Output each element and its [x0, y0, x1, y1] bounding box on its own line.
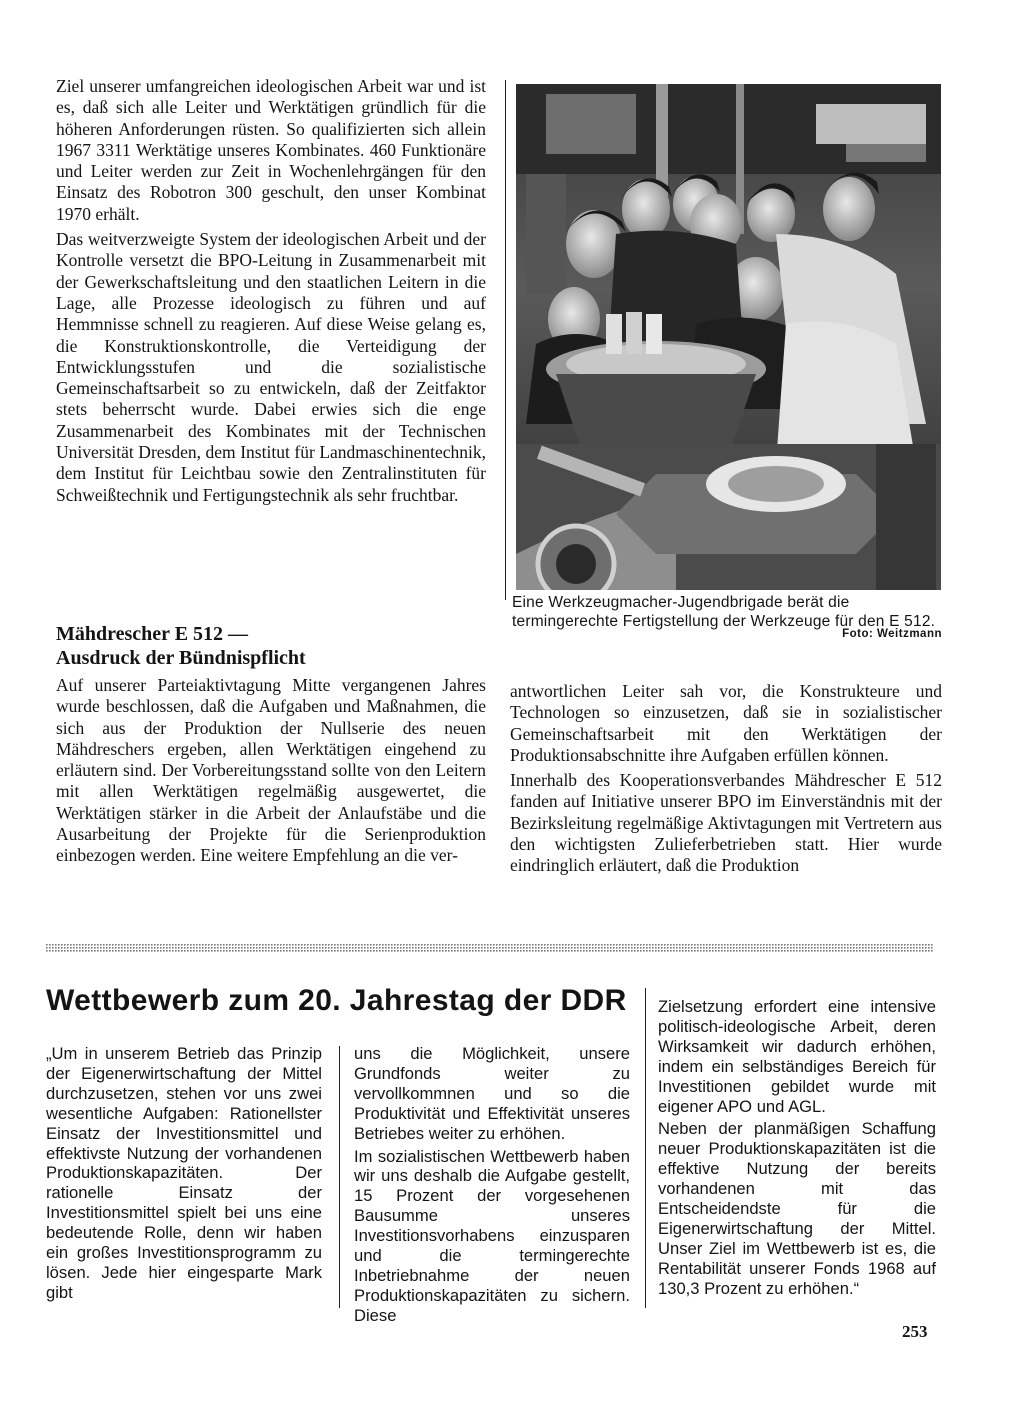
paragraph: uns die Möglichkeit, unsere Grundfonds weiter zu vervollkommnen und so die Produktivität und Effektivität unseres Betriebes weiter zu erhöhen.	[354, 1044, 630, 1143]
paragraph: Das weitverzweigte System der ideologischen Arbeit und der Kontrolle versetzt die BPO-Leitung in Zusammenarbeit mit der Gewerkschaftsleitung und den staatlichen Leitern in die Lage, alle Prozesse ideologisch zu führen und auf Hemmnisse schnell zu reagieren. Auf diese Weise gelang es, die Konstruktionskontrolle, die Verteidigung der Entwicklungsstufen und die sozialistische Gemeinschaftsarbeit so zu entwickeln, daß der Zeitfaktor stets beherrscht wurde. Dabei erwies sich die enge Zusammenarbeit des Kombinates mit der Technischen Universität Dresden, dem Institut für Landmaschinentechnik, dem Institut für Leichtbau sowie den Zentralinstituten für Schweißtechnik und Fertigungstechnik als sehr fruchtbar.	[56, 229, 486, 505]
paragraph: Neben der planmäßigen Schaffung neuer Produktionskapazitäten ist die effektive Nutzung der bereits vorhandenen mit das Entscheidendste für die Eigenerwirtschaftung der Mittel. Unser Ziel im Wettbewerb ist es, die Rentabilität unserer Fonds 1968 auf 130,3 Prozent zu erhöhen.“	[658, 1119, 936, 1298]
article2-column-3	[658, 997, 936, 1302]
paragraph: „Um in unserem Betrieb das Prinzip der Eigenerwirtschaftung der Mittel durchzusetzen, stehen vor uns zwei wesentliche Aufgaben: Rationellster Einsatz der Investitionsmittel und effektivste Nutzung der vorhandenen Produktionskapazitäten. Der rationelle Einsatz der Investitionsmittel spielt bei uns eine bedeutende Rolle, denn wir haben ein großes Investitionsprogramm zu lösen. Jede hier eingesparte Mark gibt	[46, 1044, 322, 1302]
subheading-line-2: Ausdruck der Bündnispflicht	[56, 647, 306, 669]
photo-caption: Eine Werkzeugmacher-Jugendbrigade berät die termingerechte Fertigstellung der Werkzeuge für den E 512.	[512, 594, 936, 630]
article2-column-1	[46, 1044, 322, 1306]
paragraph: Im sozialistischen Wettbewerb haben wir uns deshalb die Aufgabe gestellt, 15 Prozent der vorgesehenen Bausumme unseres Investitionsvorhabens einzusparen und die termingerechte Inbetriebnahme der neuen Produktionskapazitäten zu sichern. Diese	[354, 1146, 630, 1325]
column-rule	[505, 80, 506, 600]
lower-left-column	[56, 675, 486, 871]
paragraph: antwortlichen Leiter sah vor, die Konstrukteure und Technologen so einzusetzen, daß sie in sozialistischer Gemeinschaftsarbeit mit den Werktätigen der Produktionsabschnitte ihre Aufgaben erfüllen können.	[510, 681, 942, 765]
paragraph: Auf unserer Parteiaktivtagung Mitte vergangenen Jahres wurde beschlossen, daß die Aufgaben und Maßnahmen, die sich aus der Produktion der Nullserie des neuen Mähdreschers ergeben, allen Werktätigen eingehend zu erläutern sind. Der Vorbereitungsstand sollte von den Leitern mit allen Werktätigen regelmäßig ausgewertet, die Werktätigen stärker in die Arbeit der Anlaufstäbe und die Ausarbeitung der Projekte für die Serienproduktion einbezogen werden. Eine weitere Empfehlung an die ver-	[56, 675, 486, 866]
workshop-photo	[516, 84, 941, 590]
column-rule	[339, 1046, 340, 1308]
paragraph: Zielsetzung erfordert eine intensive politisch-ideologische Arbeit, deren Wirksamkeit wir dadurch erhöhen, indem ein selbständiges Bereich für Investitionen gebildet wurde mit eigener APO und AGL.	[658, 997, 936, 1116]
photo-credit: Foto: Weitzmann	[842, 628, 942, 640]
article2-column-2	[354, 1044, 630, 1329]
paragraph: Ziel unserer umfangreichen ideologischen Arbeit war und ist es, daß sich alle Leiter und Werktätigen gründlich für die höheren Anforderungen rüsten. So qualifizierten sich allein 1967 3311 Werktätige unseres Kombinates. 460 Funktionäre und Leiter werden zur Zeit in Wochenlehrgängen für den Einsatz des Robotron 300 geschult, den unser Kombinat 1970 erhält.	[56, 76, 486, 224]
upper-left-column	[56, 76, 486, 510]
lower-right-column	[510, 681, 942, 881]
article-headline: Wettbewerb zum 20. Jahrestag der DDR	[46, 984, 627, 1017]
column-rule	[645, 988, 646, 1308]
paragraph: Innerhalb des Kooperationsverbandes Mähdrescher E 512 fanden auf Initiative unserer BPO im Einverständnis mit der Bezirksleitung regelmäßige Aktivtagungen mit Vertretern aus den wichtigsten Zulieferbetrieben statt. Hier wurde eindringlich erläutert, daß die Produktion	[510, 770, 942, 876]
page-number: 253	[902, 1322, 928, 1341]
subheading-line-1: Mähdrescher E 512 —	[56, 623, 249, 645]
halftone-divider	[46, 944, 934, 953]
photo-caption-block	[512, 594, 942, 644]
section-subheading	[56, 622, 486, 670]
